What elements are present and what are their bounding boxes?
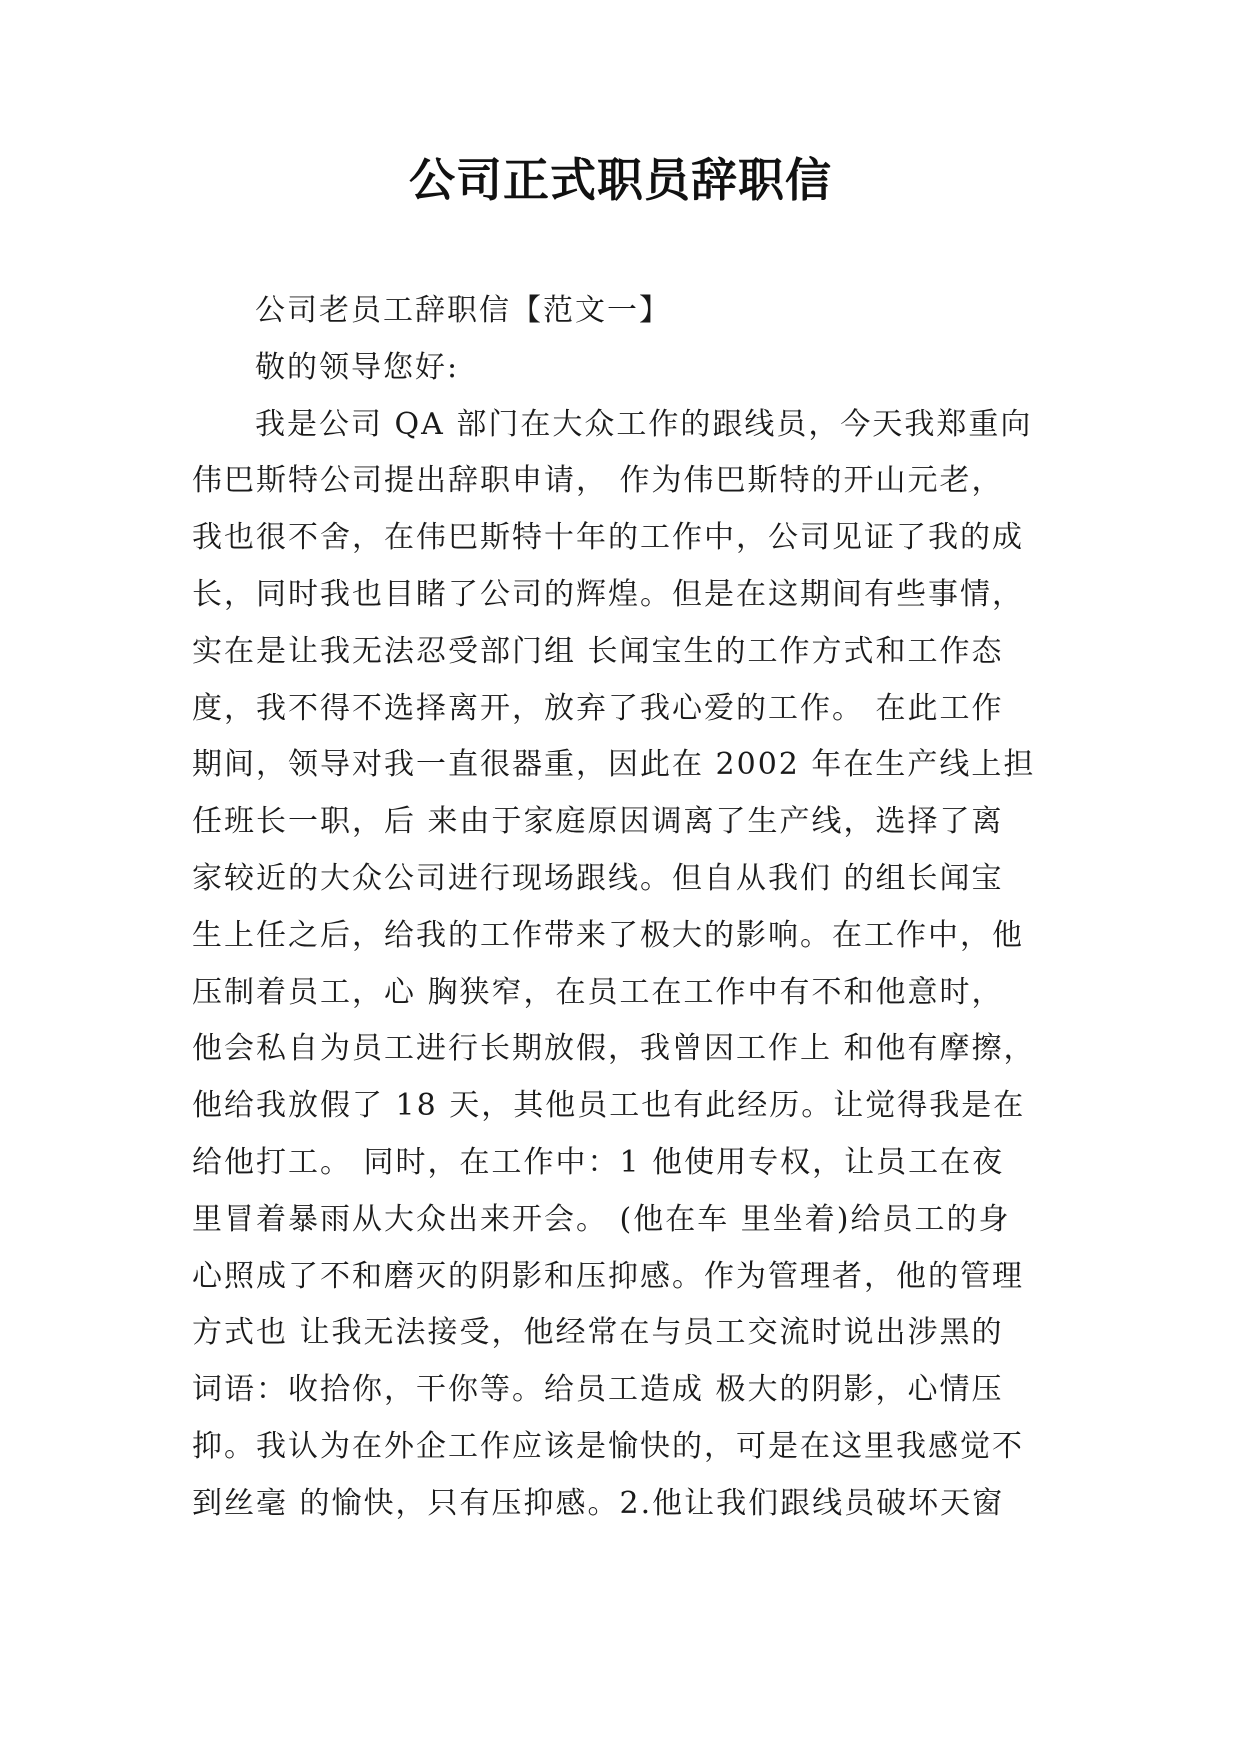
body-line: 家较近的大众公司进行现场跟线。但自从我们 的组长闻宝 <box>192 860 1004 896</box>
body-line: 我也很不舍，在伟巴斯特十年的工作中，公司见证了我的成 <box>192 520 1024 556</box>
body-line: 压制着员工，心 胸狭窄，在员工在工作中有不和他意时， <box>192 974 1004 1010</box>
body-line: 方式也 让我无法接受，他经常在与员工交流时说出涉黑的 <box>192 1315 1004 1351</box>
document-body <box>192 283 1054 1533</box>
body-line: 到丝毫 的愉快，只有压抑感。2.他让我们跟线员破坏天窗 <box>192 1485 1005 1521</box>
body-line: 他会私自为员工进行长期放假，我曾因工作上 和他有摩擦， <box>192 1031 1036 1067</box>
document-title: 公司正式职员辞职信 <box>409 153 832 207</box>
body-line: 词语：收拾你，干你等。给员工造成 极大的阴影，心情压 <box>192 1372 1004 1408</box>
body-line: 任班长一职，后 来由于家庭原因调离了生产线，选择了离 <box>192 804 1004 840</box>
body-line: 他给我放假了 18 天，其他员工也有此经历。让觉得我是在 <box>192 1088 1026 1124</box>
body-line: 公司老员工辞职信【范文一】 <box>255 293 671 328</box>
body-line: 心照成了不和磨灭的阴影和压抑感。作为管理者，他的管理 <box>192 1258 1024 1294</box>
body-line: 敬的领导您好: <box>255 349 460 385</box>
body-line: 给他打工。 同时，在工作中：1 他使用专权，让员工在夜 <box>192 1144 1005 1180</box>
body-line: 度，我不得不选择离开，放弃了我心爱的工作。 在此工作 <box>192 690 1004 726</box>
body-line: 里冒着暴雨从大众出来开会。 (他在车 里坐着)给员工的身 <box>192 1201 1011 1237</box>
body-line: 伟巴斯特公司提出辞职申请， 作为伟巴斯特的开山元老， <box>192 463 1004 499</box>
body-line: 生上任之后，给我的工作带来了极大的影响。在工作中，他 <box>192 917 1024 953</box>
body-line: 实在是让我无法忍受部门组 长闻宝生的工作方式和工作态 <box>192 633 1004 669</box>
body-line: 期间，领导对我一直很器重，因此在 2002 年在生产线上担 <box>192 747 1036 783</box>
body-line: 长，同时我也目睹了公司的辉煌。但是在这期间有些事情， <box>192 576 1024 612</box>
body-line: 抑。我认为在外企工作应该是愉快的，可是在这里我感觉不 <box>192 1428 1024 1464</box>
body-line: 我是公司 QA 部门在大众工作的跟线员，今天我郑重向 <box>255 406 1033 442</box>
